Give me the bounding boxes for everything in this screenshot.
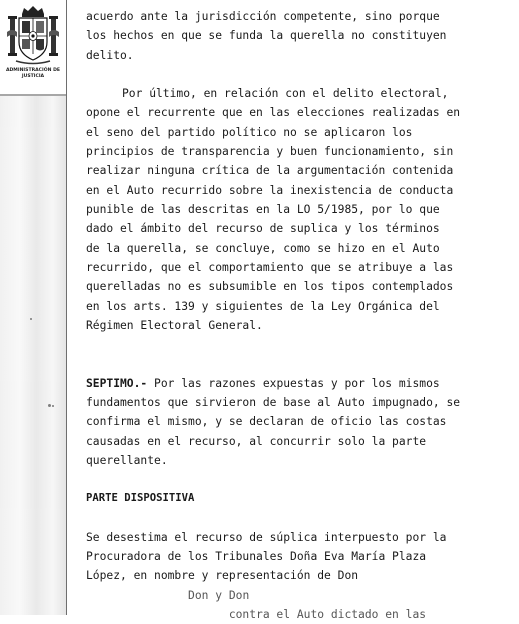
sidebar — [0, 0, 72, 615]
scan-speck — [30, 318, 32, 320]
paragraph-electoral-offence: Por último, en relación con el delito electoral, opone el recurrente que en las elecciones realizadas en el seno del partido político no se aplicaron los principios de transparencia y buen funcionamiento, sin realizar ninguna crítica de la argumentación contenida en el Auto recurrido sobre la inexistencia de conducta punible de las descritas en la LO 5/1985, por lo que dado el ámbito del recurso de suplica y los términos de la querella, se concluye, como se hizo en el Auto recurrido, que el comportamiento que se atribuye a las querelladas no es subsumible en los tipos contemplados en los arts. 139 y siguientes de la Ley Orgánica del Régimen Electoral General. — [86, 87, 461, 333]
paragraph-continuation: acuerdo ante la jurisdicción competente, sino porque los hechos en que se funda la querella no constituyen delito. — [86, 10, 447, 62]
spanish-coat-of-arms-icon — [6, 4, 60, 66]
scan-speck — [52, 405, 54, 407]
scan-margin-strip — [0, 94, 66, 615]
section-heading-parte-dispositiva: PARTE DISPOSITIVA — [86, 492, 195, 505]
paragraph-dispositive: Se desestima el recurso de súplica interpuesto por la Procuradora de los Tribunales Doña Eva María Plaza López, en nombre y representación de Don Don y Don contra el Auto dictado en las — [86, 530, 447, 621]
septimo-lead: SEPTIMO.- — [86, 376, 148, 390]
document-body — [86, 7, 506, 624]
margin-rule — [66, 0, 67, 615]
administration-label: ADMINISTRACIÓN DE JUSTICIA — [5, 68, 61, 79]
paragraph-septimo: SEPTIMO.- Por las razones expuestas y por los mismos fundamentos que sirvieron de base al Auto impugnado, se confirma el mismo, y se declaran de oficio las costas causadas en el recurso, al concurrir solo la parte querellante. — [86, 376, 461, 467]
